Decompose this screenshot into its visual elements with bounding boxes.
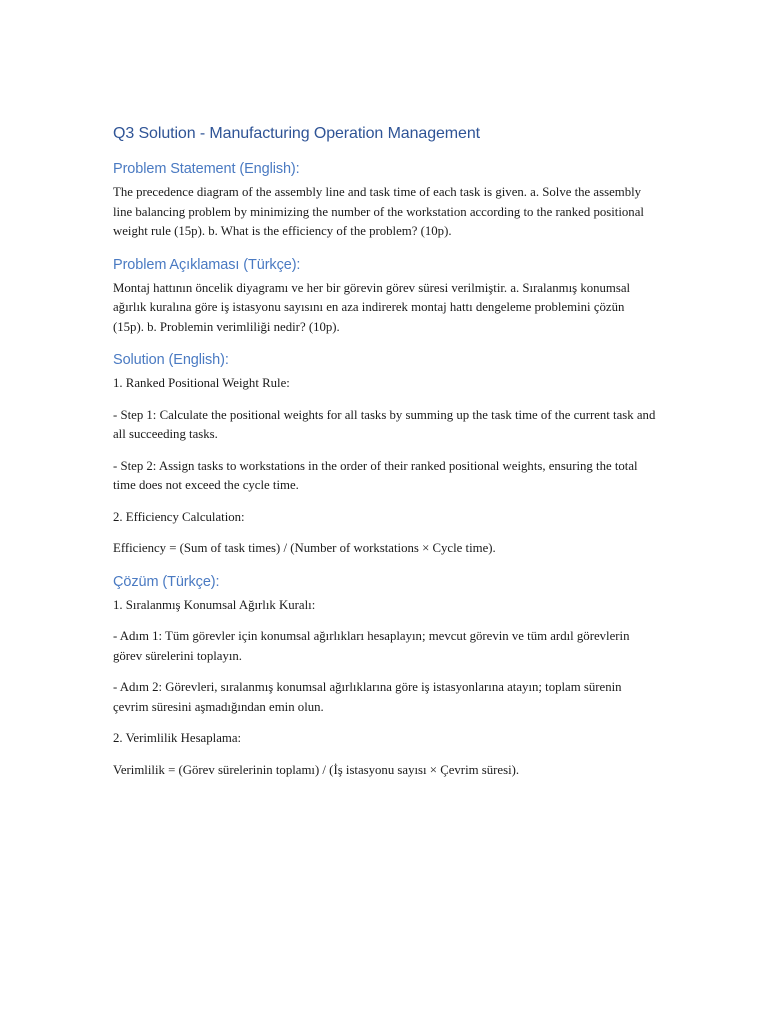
paragraph: Efficiency = (Sum of task times) / (Number of workstations × Cycle time). [113, 541, 496, 555]
document-title: Q3 Solution - Manufacturing Operation Management [113, 125, 480, 142]
paragraph: 2. Verimlilik Hesaplama: [113, 731, 242, 745]
section-solution-english [113, 349, 658, 559]
paragraph: 2. Efficiency Calculation: [113, 509, 245, 524]
paragraph: - Step 1: Calculate the positional weights for all tasks by summing up the task time of the current task and all succeeding tasks. [113, 407, 656, 441]
paragraph: 1. Sıralanmış Konumsal Ağırlık Kuralı: [113, 597, 316, 612]
section-heading: Problem Statement (English): [113, 161, 300, 177]
paragraph: Montaj hattının öncelik diyagramı ve her bir görevin görev süresi verilmiştir. a. Sıralanmış konumsal ağırlık kuralına göre iş istasyonu sayısını en aza indirerek montaj hattı dengeleme problemini çözün (15p). b. Problemin verimliliği nedir? (10p). [113, 280, 631, 334]
paragraph: - Adım 1: Tüm görevler için konumsal ağırlıkları hesaplayın; mevcut görevin ve tüm ardıl görevlerin görev sürelerini toplayın. [113, 629, 630, 663]
paragraph: 1. Ranked Positional Weight Rule: [113, 376, 290, 390]
section-problem-statement-english [113, 158, 658, 242]
section-heading: Solution (English): [113, 352, 229, 368]
document-page [113, 122, 658, 792]
paragraph: - Adım 2: Görevleri, sıralanmış konumsal ağırlıklarına göre iş istasyonlarına atayın; toplam sürenin çevrim süresini aşmadığından emin olun. [113, 680, 622, 714]
section-heading: Problem Açıklaması (Türkçe): [113, 256, 301, 273]
section-solution-turkish [113, 571, 658, 781]
paragraph: The precedence diagram of the assembly line and task time of each task is given. a. Solve the assembly line balancing problem by minimizing the number of the workstation according to the ranked positional weight rule (15p). b. What is the efficiency of the problem? (10p). [113, 185, 644, 238]
section-heading: Çözüm (Türkçe): [113, 573, 220, 590]
paragraph: Verimlilik = (Görev sürelerinin toplamı) / (İş istasyonu sayısı × Çevrim süresi). [113, 762, 520, 777]
section-problem-statement-turkish [113, 254, 658, 338]
paragraph: - Step 2: Assign tasks to workstations in the order of their ranked positional weights, ensuring the total time does not exceed the cycle time. [113, 458, 638, 492]
